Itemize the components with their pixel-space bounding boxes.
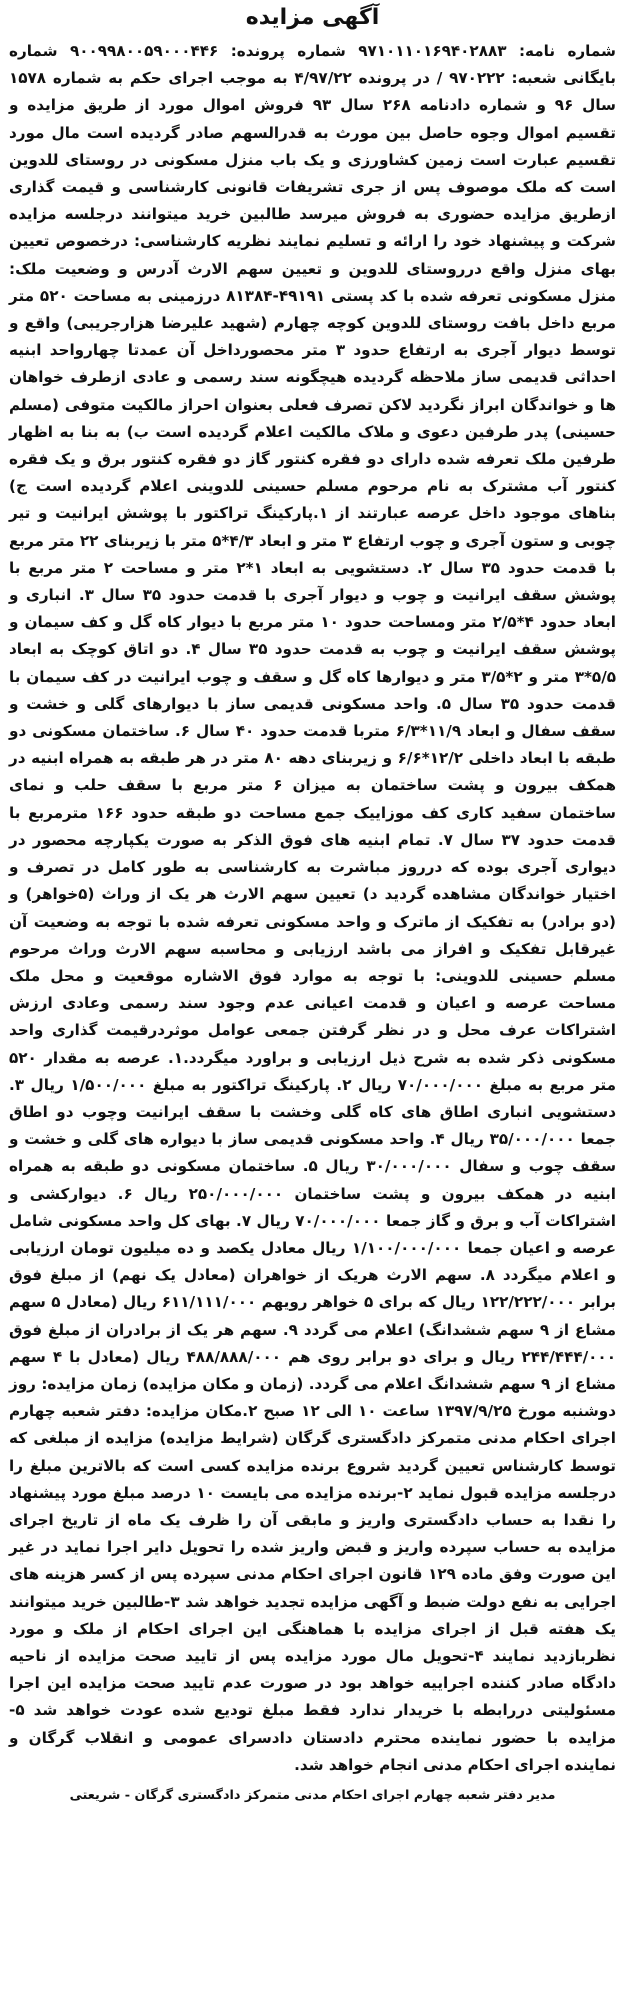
notice-title: آگهی مزایده xyxy=(245,5,380,30)
notice-body: شماره نامه: ۹۷۱۰۱۱۰۱۶۹۴۰۲۸۸۳ شماره پرونده: ۹۰۰۹۹۸۰۰۵۹۰۰۰۴۴۶ شماره بایگانی شعبه: ۹۷۰۲۲۲ / در پرونده ۴/۹۷/۲۲ به موجب اجرای حکم به شماره ۱۵۷۸ سال ۹۶ و شماره دادنامه ۲۶۸ سال ۹۳ فروش اموال مورد از طریق مزایده و تقسیم اموال وجوه حاصل بین مورث به قدرالسهم صادر گردیده است مال مورد تقسیم عبارت است زمین کشاورزی و یک باب منزل مسکونی در روستای للدوین است که ملک موصوف پس از جری تشریفات قانونی کارشناسی و قیمت گذاری ازطریق مزایده حضوری به فروش میرسد طالبین خرید میتوانند درجلسه مزایده شرکت و پیشنهاد خود را ارائه و تسلیم نمایند نظریه کارشناسی: درخصوص تعیین بهای منزل واقع درروستای للدوین و تعیین سهم الارث آدرس و وضعیت ملک: منزل مسکونی تعرفه شده با کد پستی ۴۹۱۹۱-۸۱۳۸۴ درزمینی به مساحت ۵۲۰ متر مربع داخل بافت روستای للدوین کوچه چهارم (شهید علیرضا هزارجریبی) واقع و توسط دیوار آجری به ارتفاع حدود ۳ متر محصورداخل آن عمدتا چهارواحد ابنیه احداثی قدیمی ساز ملاحظه گردیده هیچگونه سند رسمی و عادی ازطرف خواهان ها و خواندگان ابراز نگردید لاکن تصرف فعلی بعنوان احراز مالکیت متوفی (مسلم حسینی) پدر طرفین دعوی و ملاک مالکیت اعلام گردیده است ب) به بنا به اظهار طرفین ملک تعرفه شده دارای دو فقره کنتور گاز دو فقره کنتور برق و یک فقره کنتور آب مشترک به نام مرحوم مسلم حسینی للدوینی اعلام گردیده است ج) بناهای موجود داخل عرصه عبارتند از ۱.پارکینگ تراکتور با پوشش ایرانیت و تیر چوبی و ستون آجری و چوب ارتفاع ۳ متر و ابعاد ۴/۳*۵ متر با زیربنای ۲۲ متر مربع با قدمت حدود ۳۵ سال ۲. دستشویی به ابعاد ۱*۲ متر و مساحت ۲ متر مربع با پوشش سقف ایرانیت و چوب و دیوار آجری با قدمت حدود ۳۵ سال ۳. انباری و ابعاد حدود ۴*۲/۵ متر ومساحت حدود ۱۰ متر مربع با دیوار کاه گل و کف سیمان و پوشش سقف ایرانیت و چوب به قدمت حدود ۳۵ سال ۴. دو اتاق کوچک به ابعاد ۵/۵*۳ متر و ۲*۳/۵ متر و دیوارها کاه گل و سقف و چوب ایرانیت در کف سیمان با قدمت حدود ۳۵ سال ۵. واحد مسکونی قدیمی ساز با دیوارهای گلی و خشت و سقف سفال و ابعاد ۱۱/۹*۶/۳ متربا قدمت حدود ۴۰ سال ۶. ساختمان مسکونی دو طبقه با ابعاد داخلی ۱۲/۲*۶/۶ و زیربنای دهه ۸۰ متر در هر طبقه به همراه ابنیه در همکف بیرون و پشت ساختمان به میزان ۶ متر مربع با سقف حلب و نمای ساختمان سفید کاری کف موزاییک جمع مساحت دو طبقه حدود ۱۶۶ مترمربع با قدمت حدود ۳۷ سال ۷. تمام ابنیه های فوق الذکر به صورت یکپارچه محصور در دیواری آجری بوده که درروز مباشرت به کارشناسی به طور کامل در تصرف و اختیار خواندگان مشاهده گردید د) تعیین سهم الارث هر یک از وراث (۵خواهر) و (دو برادر) به تفکیک از ماترک و واحد مسکونی تعرفه شده با توجه به وضعیت آن غیرقابل تفکیک و افراز می باشد ارزیابی و محاسبه سهم الارث وراث مرحوم مسلم حسینی للدوینی: با توجه به موارد فوق الاشاره موقعیت و محل ملک مساحت عرصه و اعیان و قدمت اعیانی عدم وجود سند رسمی وعادی ارزش اشتراکات عرف محل و در نظر گرفتن جمعی عوامل موثردرقیمت گذاری واحد مسکونی ذکر شده به شرح ذیل ارزیابی و براورد میگردد.۱. عرصه به مقدار ۵۲۰ متر مربع به مبلغ ۷۰/۰۰۰/۰۰۰ ریال ۲. پارکینگ تراکتور به مبلغ ۱/۵۰۰/۰۰۰ ریال ۳. دستشویی انباری اطاق های کاه گلی وخشت با سقف ایرانیت وچوب دو اطاق جمعا ۳۵/۰۰۰/۰۰۰ ریال ۴. واحد مسکونی قدیمی ساز با دیواره های گلی و خشت و سقف چوب و سفال ۳۰/۰۰۰/۰۰۰ ریال ۵. ساختمان مسکونی دو طبقه به همراه ابنیه در همکف بیرون و پشت ساختمان ۲۵۰/۰۰۰/۰۰۰ ریال ۶. دیوارکشی و اشتراکات آب و برق و گاز جمعا ۷۰/۰۰۰/۰۰۰ ریال ۷. بهای کل واحد مسکونی شامل عرصه و اعیان جمعا ۱/۱۰۰/۰۰۰/۰۰۰ ریال معادل یکصد و ده میلیون تومان ارزیابی و اعلام میگردد ۸. سهم الارث هریک از خواهران (معادل یک نهم) از مبلغ فوق برابر ۱۲۲/۲۲۲/۰۰۰ ریال که برای ۵ خواهر رویهم ۶۱۱/۱۱۱/۰۰۰ ریال (معادل ۵ سهم مشاع از ۹ سهم ششدانگ) اعلام می گردد ۹. سهم هر یک از برادران از مبلغ فوق ۲۴۴/۴۴۴/۰۰۰ ریال و برای دو برابر روی هم ۴۸۸/۸۸۸/۰۰۰ ریال (معادل با ۴ سهم مشاع از ۹ سهم ششدانگ اعلام می گردد. (زمان و مکان مزایده) زمان مزایده: روز دوشنبه مورخ ۱۳۹۷/۹/۲۵ ساعت ۱۰ الی ۱۲ صبح ۲.مکان مزایده: دفتر شعبه چهارم اجرای احکام مدنی متمرکز دادگستری گرگان (شرایط مزایده) مزایده از مبلغی که توسط کارشناس تعیین گردید شروع برنده مزایده کسی است که بالاترین مبلغ را درجلسه مزایده قبول نماید ۲-برنده مزایده می بایست ۱۰ درصد مبلغ مورد پیشنهاد را نقدا به حساب دادگستری واریز و مابقی آن را ظرف یک ماه از تاریخ اجرای مزایده به حساب سپرده واریز و قبض واریز شده را تحویل دایر اجرا نماید در غیر این صورت وفق ماده ۱۲۹ قانون اجرای احکام مدنی سپرده پس از کسر هزینه های اجرایی به نفع دولت ضبط و آگهی مزایده تجدید خواهد شد ۳-طالبین خرید میتوانند یک هفته قبل از اجرای مزایده با هماهنگی این اجرای احکام از ملک و مورد نظربازدید نمایند ۴-تحویل مال مورد مزایده پس از تایید صحت مزایده از ناحیه دادگاه صادر کننده اجراییه خواهد بود در صورت عدم تایید صحت مزایده این اجرا مسئولیتی دررابطه با خریدار ندارد فقط مبلغ تودیع شده عودت خواهد شد ۵- مزایده با حضور نماینده محترم دادستان دادسرای عمومی و انقلاب گرگان و نماینده اجرای احکام مدنی انجام خواهد شد. xyxy=(9,42,617,1774)
notice-signature: مدیر دفتر شعبه چهارم اجرای احکام مدنی متمرکز دادگستری گرگان - شریعتی xyxy=(69,1788,556,1803)
